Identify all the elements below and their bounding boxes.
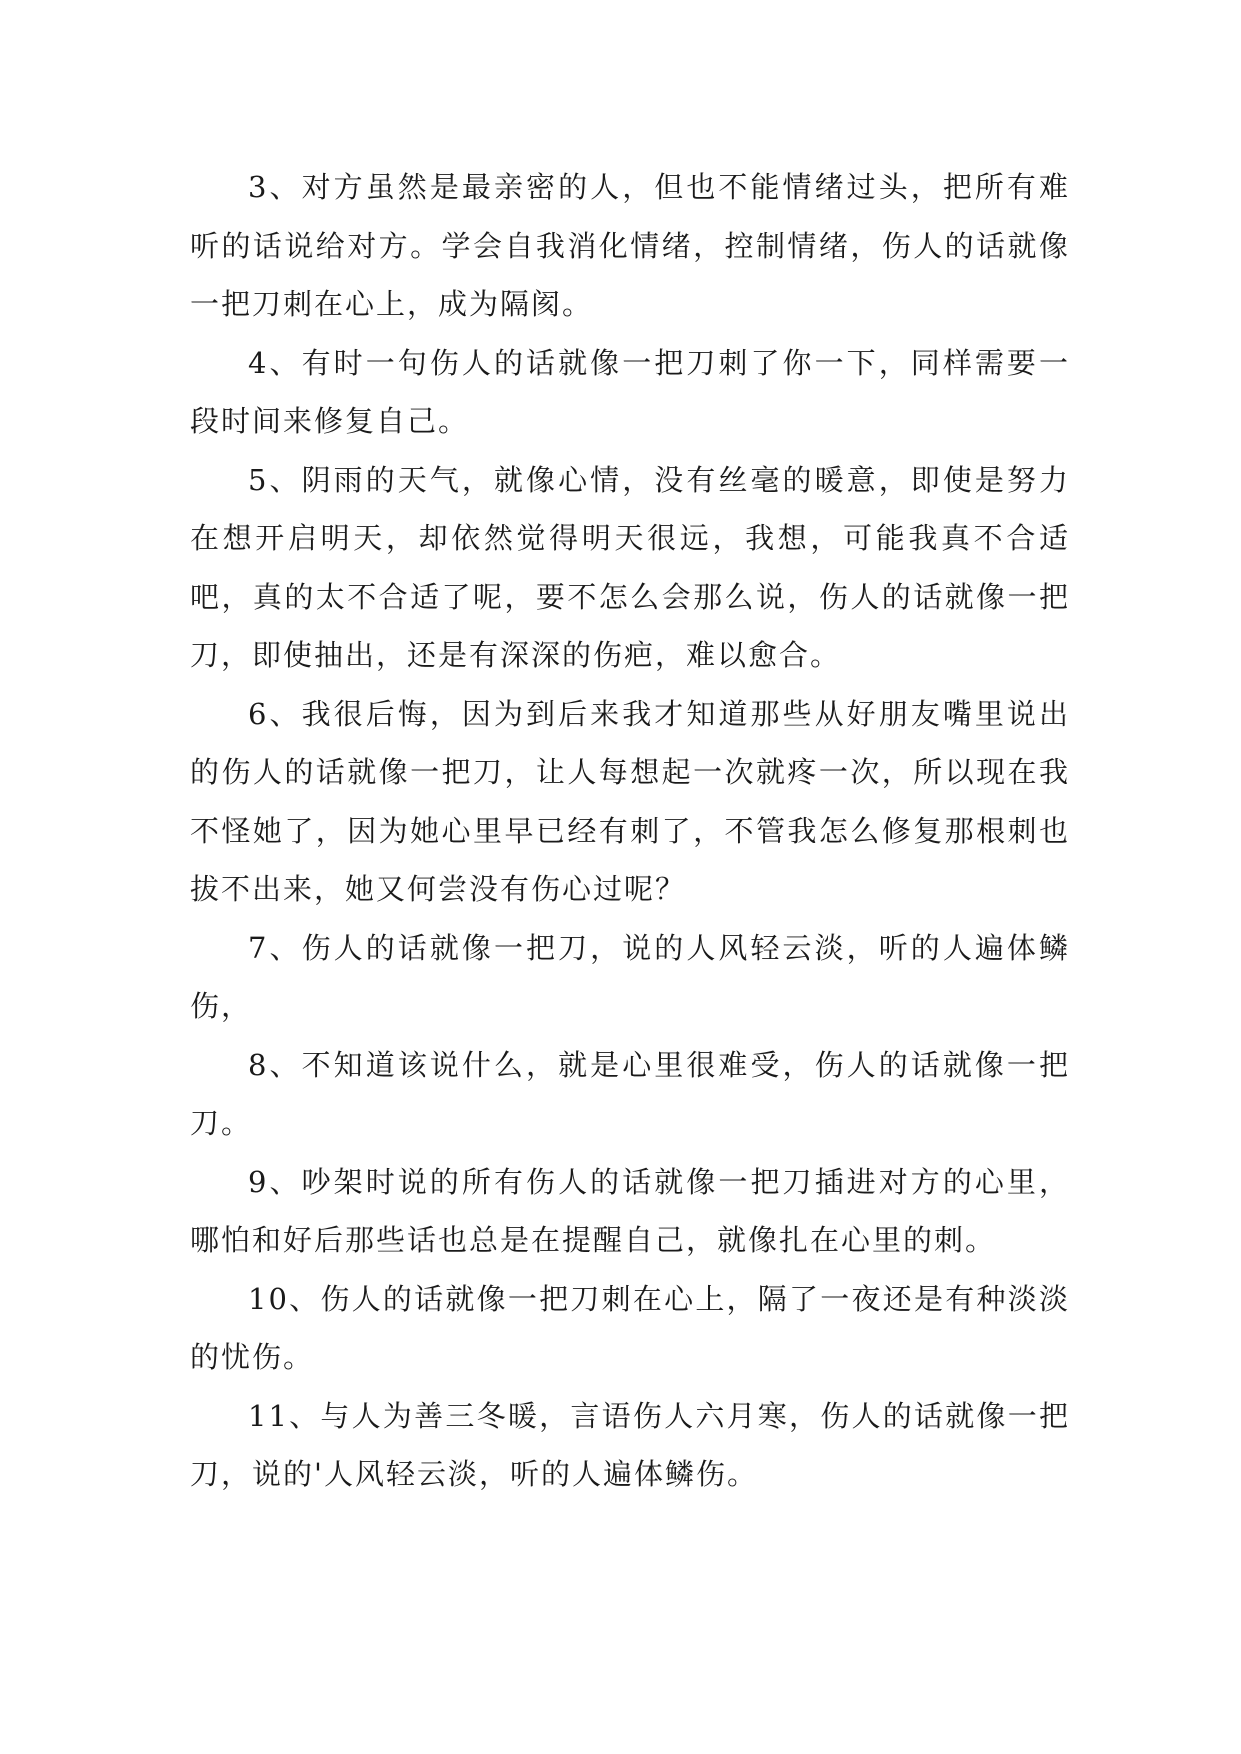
paragraph-6: 6、我很后悔，因为到后来我才知道那些从好朋友嘴里说出的伤人的话就像一把刀，让人每想起一次就疼一次，所以现在我不怪她了，因为她心里早已经有刺了，不管我怎么修复那根刺也拔不出来，她又何尝没有伤心过呢？ — [190, 696, 1070, 906]
paragraph-4: 4、有时一句伤人的话就像一把刀刺了你一下，同样需要一段时间来修复自己。 — [190, 345, 1070, 438]
paragraph-8: 8、不知道该说什么，就是心里很难受，伤人的话就像一把刀。 — [190, 1047, 1070, 1140]
paragraph-10: 10、伤人的话就像一把刀刺在心上，隔了一夜还是有种淡淡的忧伤。 — [190, 1281, 1070, 1374]
paragraph-9: 9、吵架时说的所有伤人的话就像一把刀插进对方的心里，哪怕和好后那些话也总是在提醒自己，就像扎在心里的刺。 — [190, 1164, 1070, 1257]
paragraph-5: 5、阴雨的天气，就像心情，没有丝毫的暖意，即使是努力在想开启明天，却依然觉得明天很远，我想，可能我真不合适吧，真的太不合适了呢，要不怎么会那么说，伤人的话就像一把刀，即使抽出，还是有深深的伤疤，难以愈合。 — [190, 462, 1070, 672]
paragraph-11: 11、与人为善三冬暖，言语伤人六月寒，伤人的话就像一把刀，说的'人风轻云淡，听的人遍体鳞伤。 — [190, 1398, 1070, 1491]
document-body — [190, 158, 1070, 1504]
paragraph-3: 3、对方虽然是最亲密的人，但也不能情绪过头，把所有难听的话说给对方。学会自我消化情绪，控制情绪，伤人的话就像一把刀刺在心上，成为隔阂。 — [190, 170, 1070, 321]
paragraph-7: 7、伤人的话就像一把刀，说的人风轻云淡，听的人遍体鳞伤， — [190, 930, 1070, 1023]
